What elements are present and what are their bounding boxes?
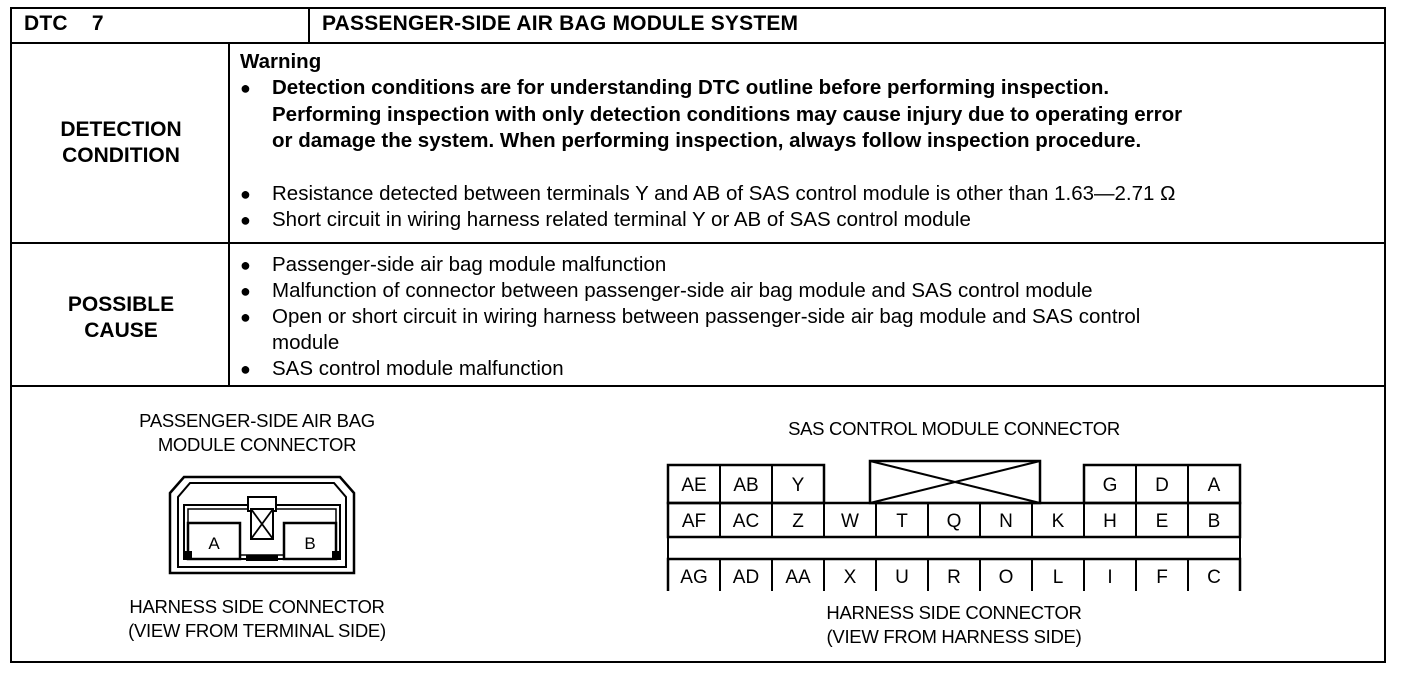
warning-item: ● Detection conditions are for understanding DTC outline before performing inspection. Performing inspection with only detection conditions may cause injury due to operating error or damage the system. When performing inspection, always follow inspection procedure. [240, 75, 1380, 155]
cause-item: ● SAS control module malfunction [240, 357, 564, 380]
terminal-label: K [1051, 511, 1065, 532]
detection-divider [12, 242, 1384, 244]
bullet-icon: ● [240, 359, 251, 379]
terminal-label: H [1103, 511, 1117, 532]
terminal-label: Y [791, 475, 805, 496]
terminal-label: N [999, 511, 1013, 532]
terminal-a-label: A [208, 534, 220, 553]
terminal-label: T [896, 511, 908, 532]
terminal-label: I [1107, 567, 1113, 588]
detection-item: ● Resistance detected between terminals Y and AB of SAS control module is other than 1.63—2.71 Ω [240, 181, 1380, 208]
sas-connector-title: SAS CONTROL MODULE CONNECTOR [788, 418, 1120, 439]
airbag-connector-diagram [162, 471, 362, 581]
terminal-label: C [1207, 567, 1221, 588]
cause-divider [12, 385, 1384, 387]
dtc-number: 7 [91, 12, 104, 35]
detection-item: ● Short circuit in wiring harness related terminal Y or AB of SAS control module [240, 207, 1380, 234]
dtc-table [10, 7, 1386, 663]
bullet-icon: ● [240, 78, 251, 98]
terminal-label: Z [792, 511, 804, 532]
airbag-connector-title: PASSENGER-SIDE AIR BAG MODULE CONNECTOR [139, 410, 375, 455]
cause-item: ● Malfunction of connector between passenger-side air bag module and SAS control module [240, 279, 1093, 302]
terminal-label: A [1207, 475, 1221, 496]
warning-title: Warning [240, 50, 322, 73]
airbag-connector-caption: HARNESS SIDE CONNECTOR (VIEW FROM TERMINAL SIDE) [128, 596, 386, 641]
terminal-label: R [947, 567, 961, 588]
terminal-label: AC [732, 511, 760, 532]
sas-connector-diagram [666, 451, 1246, 591]
sas-connector-caption: HARNESS SIDE CONNECTOR (VIEW FROM HARNESS SIDE) [826, 602, 1082, 647]
bullet-icon: ● [240, 210, 251, 230]
cause-item: ● Open or short circuit in wiring harness between passenger-side air bag module and SAS control module [240, 305, 1141, 354]
detection-condition-content [240, 49, 1380, 234]
header-divider [12, 42, 1384, 44]
terminal-b-label: B [304, 534, 316, 553]
possible-cause-label: POSSIBLE CAUSE [67, 293, 175, 342]
terminal-label: Q [946, 511, 962, 532]
bullet-icon: ● [240, 281, 251, 301]
cause-item: ● Passenger-side air bag module malfunction [240, 253, 667, 276]
terminal-label: AD [732, 567, 760, 588]
terminal-label: AA [785, 567, 811, 588]
terminal-label: AB [733, 475, 759, 496]
terminal-label: AE [681, 475, 707, 496]
detection-condition-label: DETECTION CONDITION [60, 118, 182, 167]
terminal-label: O [998, 567, 1014, 588]
bullet-icon: ● [240, 255, 251, 275]
terminal-label: W [841, 511, 859, 532]
terminal-label: X [843, 567, 857, 588]
terminal-label: AG [680, 567, 708, 588]
terminal-label: F [1156, 567, 1168, 588]
possible-cause-content [240, 252, 1380, 382]
terminal-label: E [1155, 511, 1169, 532]
terminal-label: AF [681, 511, 707, 532]
terminal-label: G [1102, 475, 1118, 496]
bullet-icon: ● [240, 307, 251, 327]
terminal-label: L [1052, 567, 1064, 588]
dtc-label: DTC 7 [24, 12, 104, 35]
header-column-divider [308, 9, 310, 42]
terminal-label: B [1207, 511, 1221, 532]
dtc-title: PASSENGER-SIDE AIR BAG MODULE SYSTEM [322, 12, 799, 35]
bullet-icon: ● [240, 183, 251, 204]
terminal-label: D [1155, 475, 1169, 496]
terminal-label: U [895, 567, 909, 588]
